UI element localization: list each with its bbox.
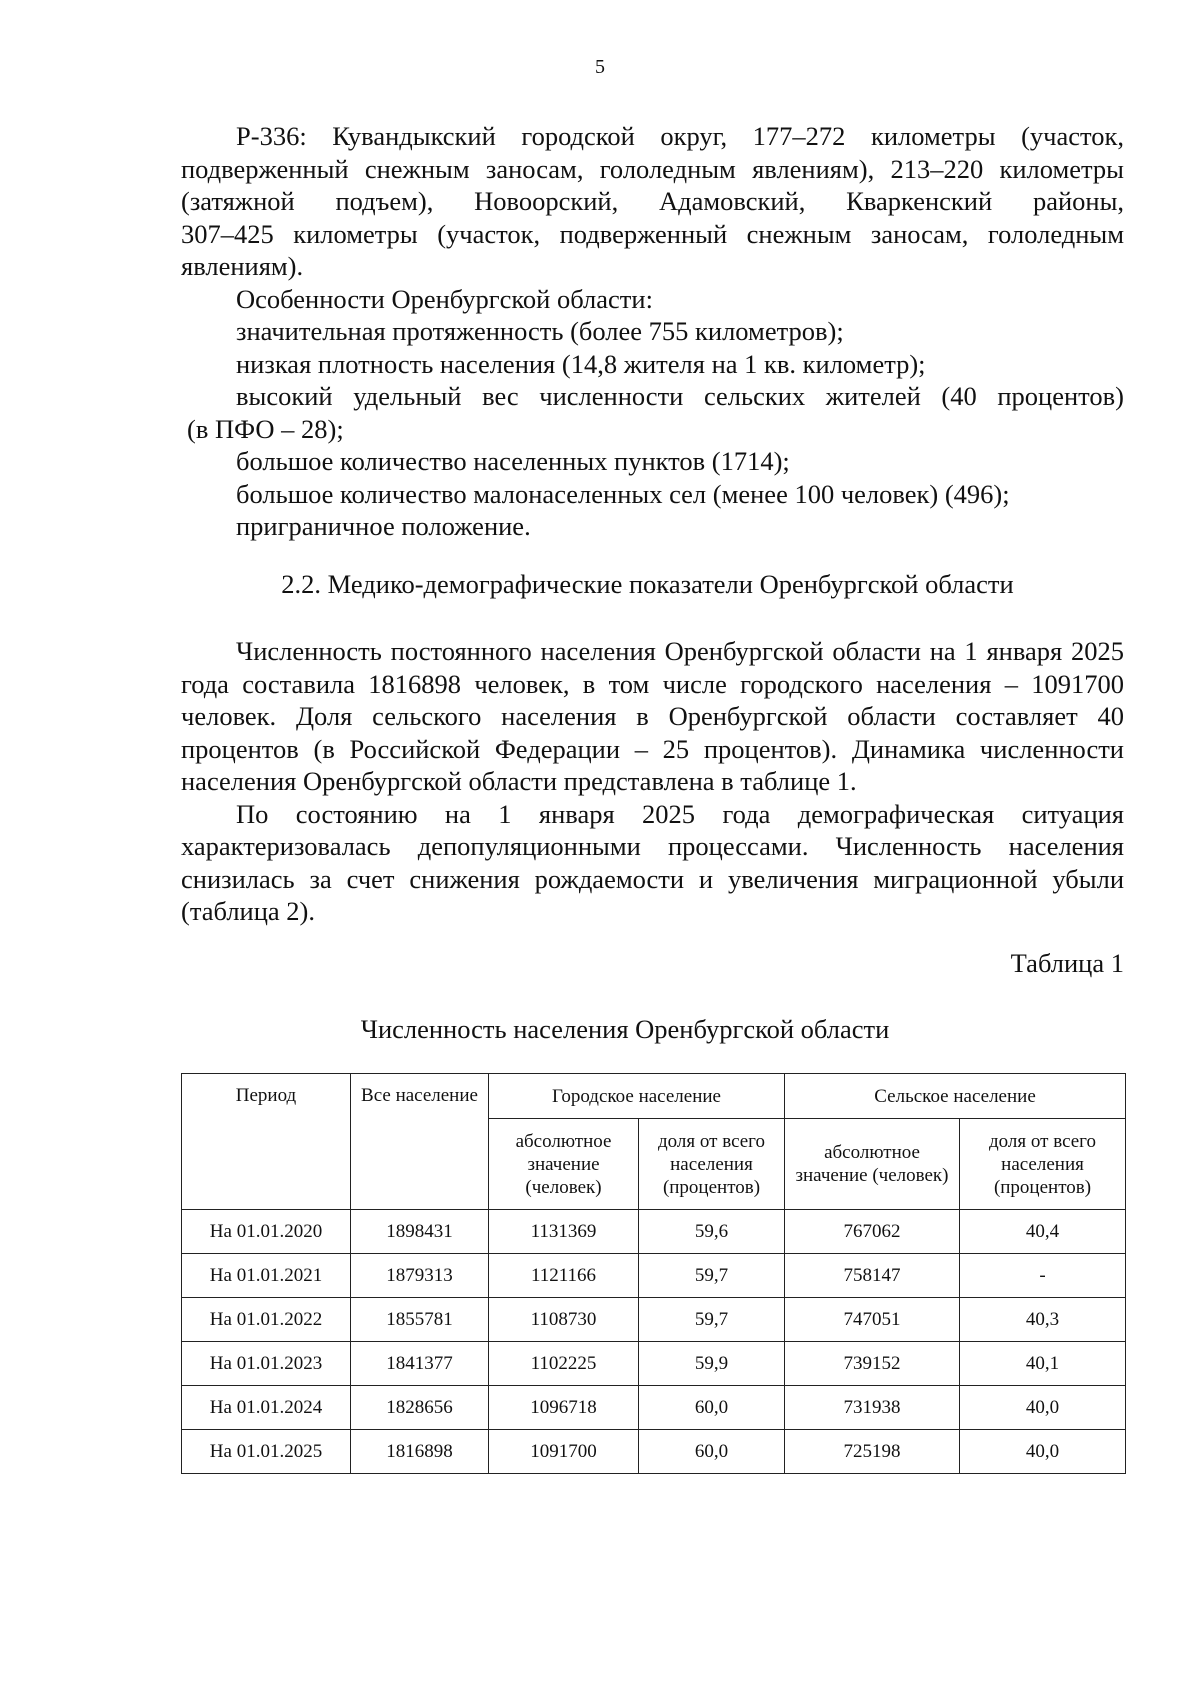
cell-period: На 01.01.2023 bbox=[182, 1342, 351, 1386]
cell-period: На 01.01.2020 bbox=[182, 1210, 351, 1254]
text-line: 307–425 километры (участок, подверженный снежным заносам, гололедным bbox=[181, 218, 1124, 249]
cell-rural-share: 40,1 bbox=[960, 1342, 1126, 1386]
text-line: высокий удельный вес численности сельских жителей (40 процентов) bbox=[236, 381, 1124, 411]
header-total: Все население bbox=[351, 1074, 489, 1210]
cell-rural-absolute: 758147 bbox=[785, 1254, 960, 1298]
table-row bbox=[182, 1254, 1126, 1298]
cell-period: На 01.01.2021 bbox=[182, 1254, 351, 1298]
table-row bbox=[182, 1210, 1126, 1254]
cell-urban-share: 60,0 bbox=[639, 1386, 785, 1430]
table-row bbox=[182, 1342, 1126, 1386]
section-title: 2.2. Медико-демографические показатели Оренбургской области bbox=[281, 569, 1014, 599]
cell-rural-absolute: 747051 bbox=[785, 1298, 960, 1342]
cell-total: 1898431 bbox=[351, 1210, 489, 1254]
cell-urban-share: 59,9 bbox=[639, 1342, 785, 1386]
cell-urban-share: 59,7 bbox=[639, 1254, 785, 1298]
cell-rural-share: 40,3 bbox=[960, 1298, 1126, 1342]
text-line: Р-336: Кувандыкский городской округ, 177–272 километры (участок, bbox=[236, 121, 1124, 151]
paragraph: По состоянию на 1 января 2025 года демографическая ситуация характеризовалась депопуляционными процессами. Численность населения снизилась за счет снижения рождаемости и увеличения миграционной убыли (таблица 2). bbox=[181, 798, 1124, 926]
text-line: Особенности Оренбургской области: bbox=[236, 283, 653, 314]
cell-rural-share: - bbox=[960, 1254, 1126, 1298]
header-rural: Сельское население bbox=[785, 1074, 1126, 1119]
text-line: приграничное положение. bbox=[236, 511, 531, 541]
cell-total: 1841377 bbox=[351, 1342, 489, 1386]
population-table bbox=[181, 1073, 1126, 1474]
text-line: значительная протяженность (более 755 километров); bbox=[236, 316, 844, 346]
cell-period: На 01.01.2024 bbox=[182, 1386, 351, 1430]
cell-total: 1855781 bbox=[351, 1298, 489, 1342]
cell-urban-absolute: 1131369 bbox=[489, 1210, 639, 1254]
text-line: подверженный снежным заносам, гололедным явлениям), 213–220 километры bbox=[181, 153, 1124, 184]
header-rural-absolute: абсолютное значение (человек) bbox=[785, 1119, 960, 1210]
cell-rural-absolute: 731938 bbox=[785, 1386, 960, 1430]
demography-text-block bbox=[181, 635, 1124, 928]
cell-urban-absolute: 1091700 bbox=[489, 1430, 639, 1474]
cell-rural-absolute: 725198 bbox=[785, 1430, 960, 1474]
cell-urban-share: 59,7 bbox=[639, 1298, 785, 1342]
header-urban-absolute: абсолютное значение (человек) bbox=[489, 1119, 639, 1210]
cell-urban-absolute: 1108730 bbox=[489, 1298, 639, 1342]
header-urban: Городское население bbox=[489, 1074, 785, 1119]
table-row bbox=[182, 1386, 1126, 1430]
table-label: Таблица 1 bbox=[1010, 948, 1124, 978]
text-line: большое количество населенных пунктов (1714); bbox=[236, 446, 790, 476]
text-line: (затяжной подъем), Новоорский, Адамовский, Кваркенский районы, bbox=[181, 186, 1124, 216]
cell-total: 1816898 bbox=[351, 1430, 489, 1474]
cell-urban-absolute: 1096718 bbox=[489, 1386, 639, 1430]
table-row bbox=[182, 1298, 1126, 1342]
text-line: (в ПФО – 28); bbox=[187, 413, 344, 444]
page-number: 5 bbox=[595, 56, 605, 78]
cell-urban-absolute: 1121166 bbox=[489, 1254, 639, 1298]
text-line: низкая плотность населения (14,8 жителя на 1 кв. километр); bbox=[236, 348, 926, 379]
cell-rural-share: 40,0 bbox=[960, 1386, 1126, 1430]
header-urban-share: доля от всего населения (процентов) bbox=[639, 1119, 785, 1210]
header-rural-share: доля от всего населения (процентов) bbox=[960, 1119, 1126, 1210]
cell-rural-absolute: 739152 bbox=[785, 1342, 960, 1386]
cell-rural-share: 40,4 bbox=[960, 1210, 1126, 1254]
paragraph: Численность постоянного населения Оренбургской области на 1 января 2025 года составила 1816898 человек, в том числе городского населения – 1091700 человек. Доля сельского населения в Оренбургской области составляет 40 процентов (в Российской Федерации – 25 процентов). Динамика численности населения Оренбургской области представлена в таблице 1. bbox=[181, 636, 1124, 796]
cell-rural-absolute: 767062 bbox=[785, 1210, 960, 1254]
cell-rural-share: 40,0 bbox=[960, 1430, 1126, 1474]
table-row bbox=[182, 1430, 1126, 1474]
intro-text-block bbox=[181, 120, 1124, 543]
cell-total: 1828656 bbox=[351, 1386, 489, 1430]
cell-urban-absolute: 1102225 bbox=[489, 1342, 639, 1386]
cell-period: На 01.01.2025 bbox=[182, 1430, 351, 1474]
text-line: большое количество малонаселенных сел (менее 100 человек) (496); bbox=[236, 478, 1010, 509]
header-period: Период bbox=[182, 1074, 351, 1210]
cell-period: На 01.01.2022 bbox=[182, 1298, 351, 1342]
table-title: Численность населения Оренбургской области bbox=[360, 1014, 890, 1044]
text-line: явлениям). bbox=[181, 251, 304, 281]
cell-urban-share: 59,6 bbox=[639, 1210, 785, 1254]
cell-urban-share: 60,0 bbox=[639, 1430, 785, 1474]
cell-total: 1879313 bbox=[351, 1254, 489, 1298]
